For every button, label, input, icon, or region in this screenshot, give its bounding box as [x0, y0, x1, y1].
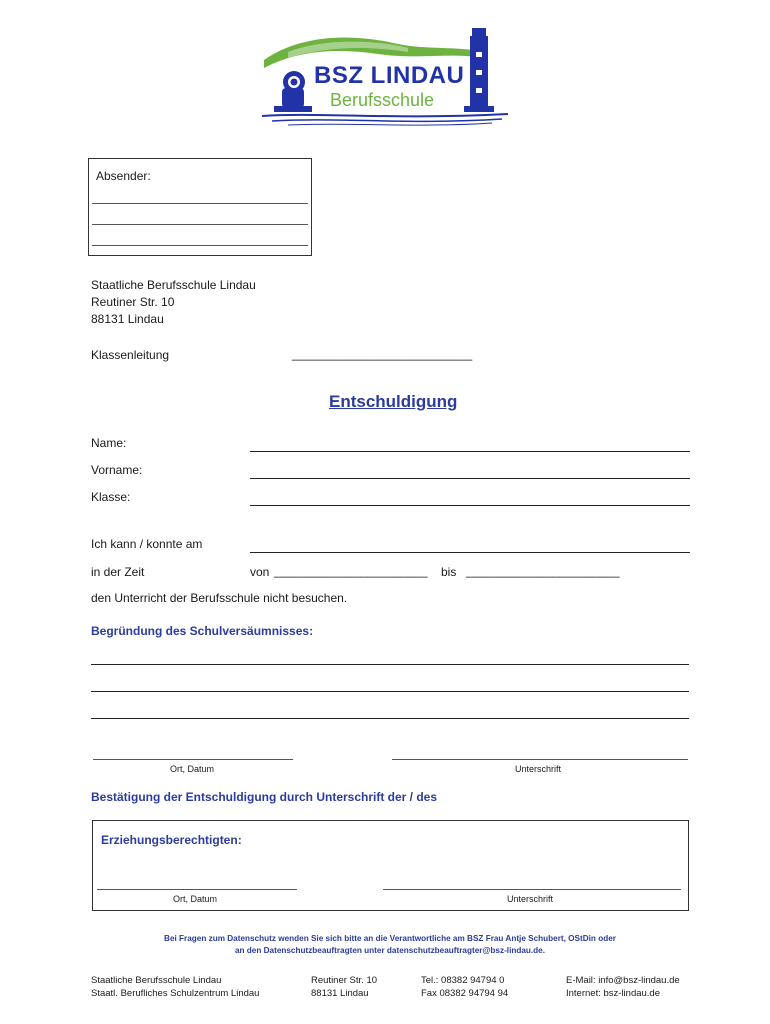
sender-line-1[interactable] — [92, 203, 308, 204]
reason-line-3[interactable] — [91, 718, 689, 719]
logo-title: BSZ LINDAU — [314, 62, 465, 89]
class-teacher-blank[interactable]: ___________________________ — [292, 347, 473, 361]
place-date-line-2[interactable] — [97, 889, 297, 890]
name-line[interactable] — [250, 451, 690, 452]
guardian-heading: Erziehungsberechtigten: — [101, 833, 242, 847]
sender-line-2[interactable] — [92, 224, 308, 225]
place-date-caption-2: Ort, Datum — [173, 894, 218, 904]
period-label: in der Zeit — [91, 565, 145, 579]
absence-sentence: den Unterricht der Berufsschule nicht besuchen. — [91, 591, 348, 605]
sender-box — [88, 158, 312, 256]
document-title: Entschuldigung — [329, 392, 458, 411]
address-line-3: 88131 Lindau — [91, 312, 164, 326]
footer-contact — [566, 974, 680, 1000]
signature-line-2[interactable] — [383, 889, 681, 890]
confirmation-heading: Bestätigung der Entschuldigung durch Unterschrift der / des — [91, 790, 438, 804]
place-date-caption-1: Ort, Datum — [170, 764, 215, 774]
vorname-label: Vorname: — [91, 463, 143, 477]
sender-label: Absender: — [96, 169, 151, 183]
footer-address-line-1: Reutiner Str. 10 — [311, 975, 378, 986]
privacy-line-1: Bei Fragen zum Datenschutz wenden Sie sich bitte an die Verantwortliche am BSZ Frau Antje Schubert, OStDin oder — [164, 934, 616, 943]
klasse-label: Klasse: — [91, 490, 131, 504]
footer-website[interactable]: Internet: bsz-lindau.de — [566, 988, 661, 999]
bis-label: bis — [441, 565, 457, 579]
bis-blank[interactable]: _______________________ — [466, 564, 620, 578]
signature-caption-2: Unterschrift — [507, 894, 554, 904]
signature-line-1[interactable] — [392, 759, 688, 760]
von-label: von — [250, 565, 270, 579]
guardian-box — [92, 820, 689, 911]
name-label: Name: — [91, 436, 127, 450]
address-line-1: Staatliche Berufsschule Lindau — [91, 278, 256, 292]
footer-school-line-1: Staatliche Berufsschule Lindau — [91, 975, 222, 986]
address-line-2: Reutiner Str. 10 — [91, 295, 175, 309]
signature-caption-1: Unterschrift — [515, 764, 562, 774]
footer-address-line-2: 88131 Lindau — [311, 988, 369, 999]
von-blank[interactable]: _______________________ — [274, 564, 428, 578]
footer-phone-line-1: Tel.: 08382 94794 0 — [421, 975, 505, 986]
footer-address — [311, 974, 377, 1000]
footer-phone — [421, 974, 508, 1000]
reason-heading: Begründung des Schulversäumnisses: — [91, 624, 314, 638]
place-date-line-1[interactable] — [93, 759, 293, 760]
absence-date-label: Ich kann / konnte am — [91, 537, 203, 551]
reason-line-1[interactable] — [91, 664, 689, 665]
class-teacher-label: Klassenleitung — [91, 348, 170, 362]
privacy-note — [90, 933, 690, 957]
footer-phone-line-2: Fax 08382 94794 94 — [421, 988, 509, 999]
reason-line-2[interactable] — [91, 691, 689, 692]
footer-email[interactable]: E-Mail: info@bsz-lindau.de — [566, 975, 680, 986]
footer-school — [91, 974, 259, 1000]
footer-school-line-2: Staatl. Berufliches Schulzentrum Lindau — [91, 988, 260, 999]
absence-date-line[interactable] — [250, 552, 690, 553]
sender-line-3[interactable] — [92, 245, 308, 246]
vorname-line[interactable] — [250, 478, 690, 479]
klasse-line[interactable] — [250, 505, 690, 506]
logo-subtitle: Berufsschule — [330, 90, 435, 110]
school-logo — [258, 22, 514, 128]
privacy-line-2: an den Datenschutzbeauftragten unter datenschutzbeauftragter@bsz-lindau.de. — [234, 946, 546, 955]
